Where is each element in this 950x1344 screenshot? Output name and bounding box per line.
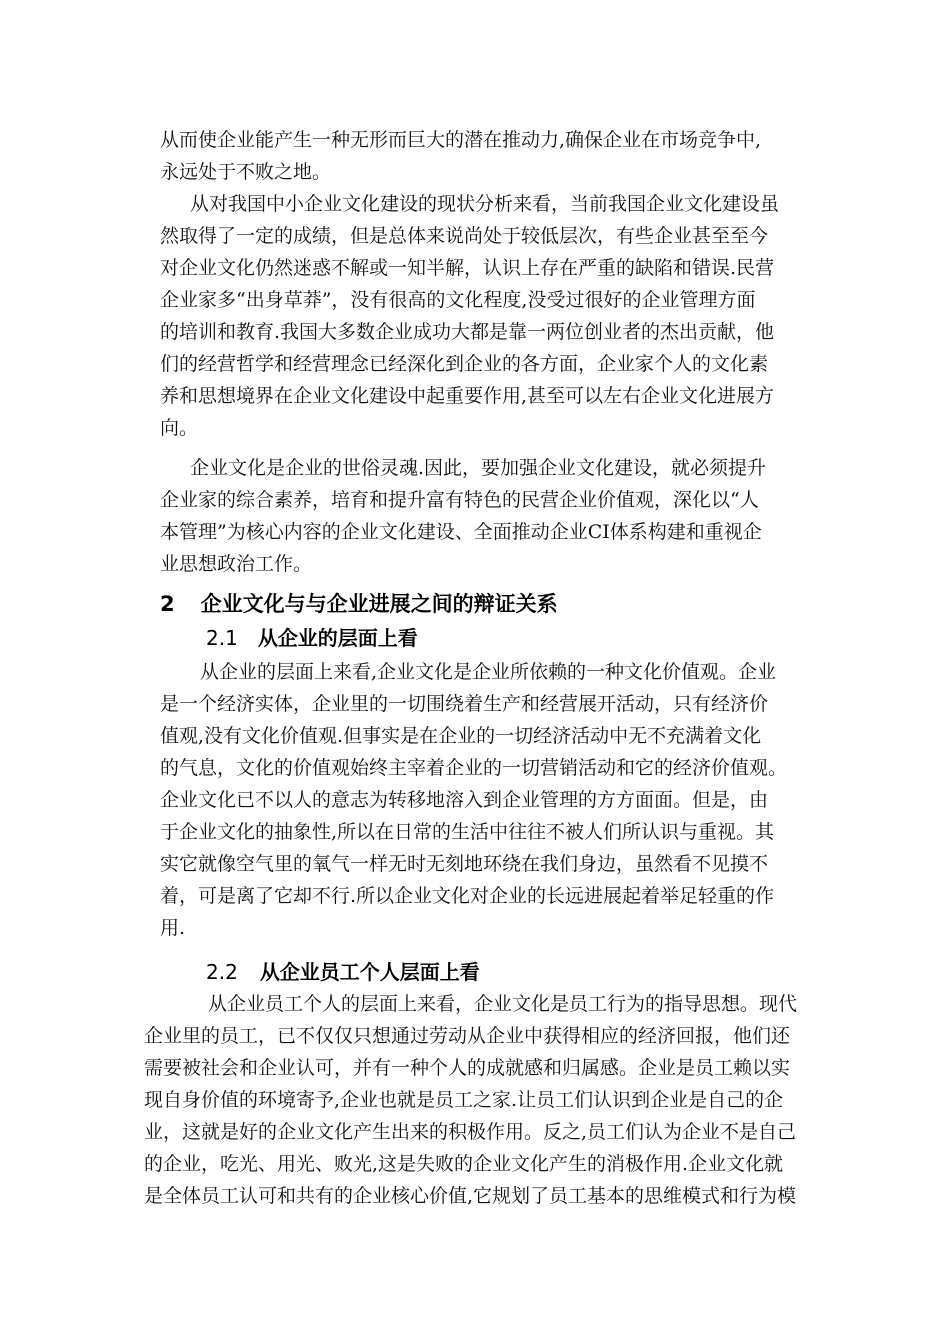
text-line: 是全体员工认可和共有的企业核心价值,它规划了员工基本的思维模式和行为模 (144, 1185, 797, 1207)
text-line: 从企业员工个人的层面上来看，企业文化是员工行为的指导思想。现代 (208, 993, 798, 1015)
text-line: 企业家的综合素养，培育和提升富有特色的民营企业价值观，深化以“人 (160, 489, 759, 511)
text-line: 们的经营哲学和经营理念已经深化到企业的各方面，企业家个人的文化素 (160, 353, 769, 375)
section-number: 2 (160, 592, 175, 616)
text-line: 企业家多“出身草莽”，没有很高的文化程度,没受过很好的企业管理方面 (160, 289, 756, 311)
text-line: 值观,没有文化价值观.但事实是在企业的一切经济活动中无不充满着文化 (160, 725, 762, 747)
text-line: 企业文化是企业的世俗灵魂.因此，要加强企业文化建设，就必须提升 (190, 457, 767, 479)
text-line: 业思想政治工作。 (160, 553, 313, 575)
text-line: 的培训和教育.我国大多数企业成功大都是靠一两位创业者的杰出贡献，他 (160, 321, 775, 343)
text-line: 然取得了一定的成绩，但是总体来说尚处于较低层次，有些企业甚至至今 (160, 225, 769, 247)
text-line: 业，这就是好的企业文化产生出来的积极作用。反之,员工们认为企业不是自己 (144, 1121, 797, 1143)
text-line: 现自身价值的环境寄予,企业也就是员工之家.让员工们认识到企业是自己的企 (144, 1089, 784, 1111)
text-line: 用. (160, 917, 186, 939)
section-heading-2-1 (206, 622, 418, 651)
text-line: 需要被社会和企业认可，并有一种个人的成就感和归属感。企业是员工赖以实 (144, 1057, 791, 1079)
text-line: 的企业，吃光、用光、败光,这是失败的企业文化产生的消极作用.企业文化就 (144, 1153, 784, 1175)
text-line: 向。 (160, 417, 199, 439)
text-line: 企业文化已不以人的意志为转移地溶入到企业管理的方方面面。但是，由 (160, 789, 769, 811)
text-line: 企业里的员工，已不仅仅只想通过劳动从企业中获得相应的经济回报，他们还 (144, 1025, 791, 1047)
text-line: 永远处于不败之地。 (160, 161, 332, 183)
section-number: 2.2 (206, 960, 238, 984)
text-line: 对企业文化仍然迷惑不解或一知半解，认识上存在严重的缺陷和错误.民营 (160, 257, 775, 279)
section-title: 从企业员工个人层面上看 (259, 960, 480, 984)
text-line: 养和思想境界在企业文化建设中起重要作用,甚至可以左右企业文化进展方 (160, 385, 775, 407)
section-title: 从企业的层面上看 (257, 626, 418, 650)
text-line: 从而使企业能产生一种无形而巨大的潜在推动力,确保企业在市场竞争中, (160, 129, 762, 151)
section-number: 2.1 (206, 626, 238, 650)
text-line: 从企业的层面上来看,企业文化是企业所依赖的一种文化价值观。企业 (200, 661, 777, 683)
text-line: 着，可是离了它却不行.所以企业文化对企业的长远进展起着举足轻重的作 (160, 885, 775, 907)
section-title: 企业文化与与企业进展之间的辩证关系 (200, 592, 558, 616)
text-line: 于企业文化的抽象性,所以在日常的生活中往往不被人们所认识与重视。其 (160, 821, 775, 843)
text-line: 从对我国中小企业文化建设的现状分析来看，当前我国企业文化建设虽 (190, 193, 780, 215)
section-heading-2-2 (206, 956, 480, 985)
text-line: 是一个经济实体，企业里的一切围绕着生产和经营展开活动，只有经济价 (160, 693, 769, 715)
text-line: 的气息，文化的价值观始终主宰着企业的一切营销活动和它的经济价值观。 (160, 757, 788, 779)
text-line: 本管理”为核心内容的企业文化建设、全面推动企业CI体系构建和重视企 (160, 521, 762, 543)
section-heading-2 (160, 588, 558, 618)
text-line: 实它就像空气里的氧气一样无时无刻地环绕在我们身边，虽然看不见摸不 (160, 853, 769, 875)
